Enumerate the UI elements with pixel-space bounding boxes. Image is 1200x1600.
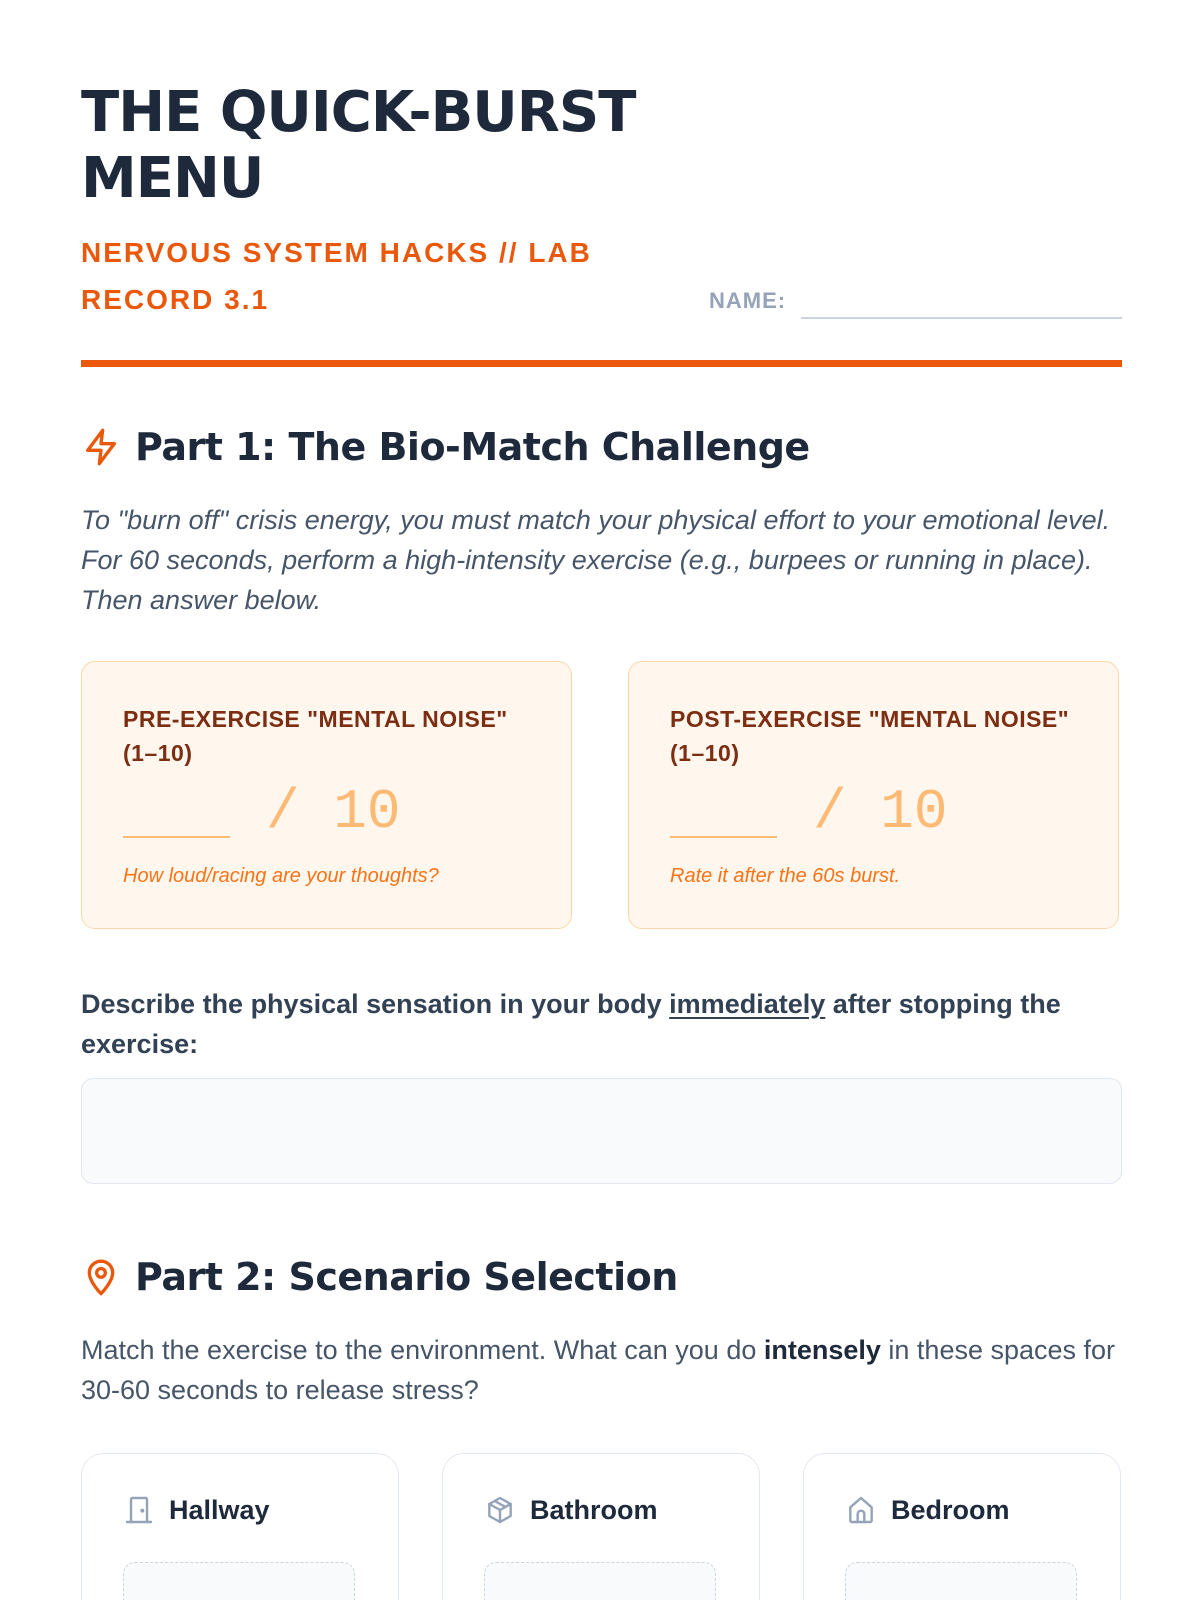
part2-intro-before: Match the exercise to the environment. What can you do (81, 1335, 764, 1365)
part2-intro-after: in these spaces for 30-60 seconds to release stress? (81, 1335, 1116, 1405)
sensation-prompt-emphasis: immediately (669, 989, 826, 1019)
scenario-card-bedroom (803, 1453, 1121, 1600)
scenario-card-hallway (81, 1453, 399, 1600)
box-icon (484, 1494, 516, 1526)
sensation-prompt-before: Describe the physical sensation in your body (81, 989, 670, 1019)
scenario-heading (845, 1494, 1010, 1526)
pre-exercise-card (81, 661, 572, 929)
scenario-title: Bathroom (530, 1494, 658, 1525)
part2-title: Part 2: Scenario Selection (135, 1255, 678, 1299)
post-exercise-label: POST-EXERCISE "MENTAL NOISE" (1–10) (670, 706, 1070, 766)
worksheet-header (81, 80, 1122, 367)
part2-heading (81, 1252, 678, 1302)
scenario-answer-field[interactable] (845, 1562, 1077, 1600)
pre-exercise-score-input[interactable] (123, 836, 230, 838)
map-pin-icon (81, 1257, 121, 1297)
scenario-heading (123, 1494, 270, 1526)
part1-instructions: To "burn off" crisis energy, you must match your physical effort to your emotional level. For 60 seconds, perform a high-intensity exercise (e.g., burpees or running in place). Then answer below. (81, 505, 1111, 615)
part2-instructions (81, 1330, 1122, 1410)
part1-heading (81, 422, 810, 472)
scenario-title: Bedroom (891, 1494, 1010, 1525)
house-icon (845, 1494, 877, 1526)
scenario-title: Hallway (169, 1494, 270, 1525)
door-icon (123, 1494, 155, 1526)
scenario-card-bathroom (442, 1453, 760, 1600)
sensation-prompt (81, 984, 1122, 1064)
scenario-answer-field[interactable] (484, 1562, 716, 1600)
page-subtitle: NERVOUS SYSTEM HACKS // LAB RECORD 3.1 (81, 237, 592, 315)
post-exercise-card (628, 661, 1119, 929)
page-title: THE QUICK-BURST MENU (81, 80, 636, 211)
name-field[interactable] (801, 317, 1122, 319)
lightning-bolt-icon (81, 427, 121, 467)
part2-intro-emphasis: intensely (763, 1335, 881, 1365)
name-label: NAME: (709, 288, 787, 313)
pre-exercise-hint: How loud/racing are your thoughts? (123, 865, 439, 887)
sensation-answer-field[interactable] (81, 1078, 1122, 1184)
post-exercise-score-input[interactable] (670, 836, 777, 838)
scenario-heading (484, 1494, 658, 1526)
header-divider (81, 360, 1122, 367)
pre-exercise-label: PRE-EXERCISE "MENTAL NOISE" (1–10) (123, 706, 508, 766)
scenario-answer-field[interactable] (123, 1562, 355, 1600)
post-exercise-hint: Rate it after the 60s burst. (670, 865, 901, 887)
part1-title: Part 1: The Bio-Match Challenge (135, 425, 810, 469)
pre-exercise-score-suffix: / 10 (266, 780, 401, 844)
sensation-prompt-after: after stopping the exercise: (81, 989, 1061, 1059)
post-exercise-score-suffix: / 10 (813, 780, 948, 844)
